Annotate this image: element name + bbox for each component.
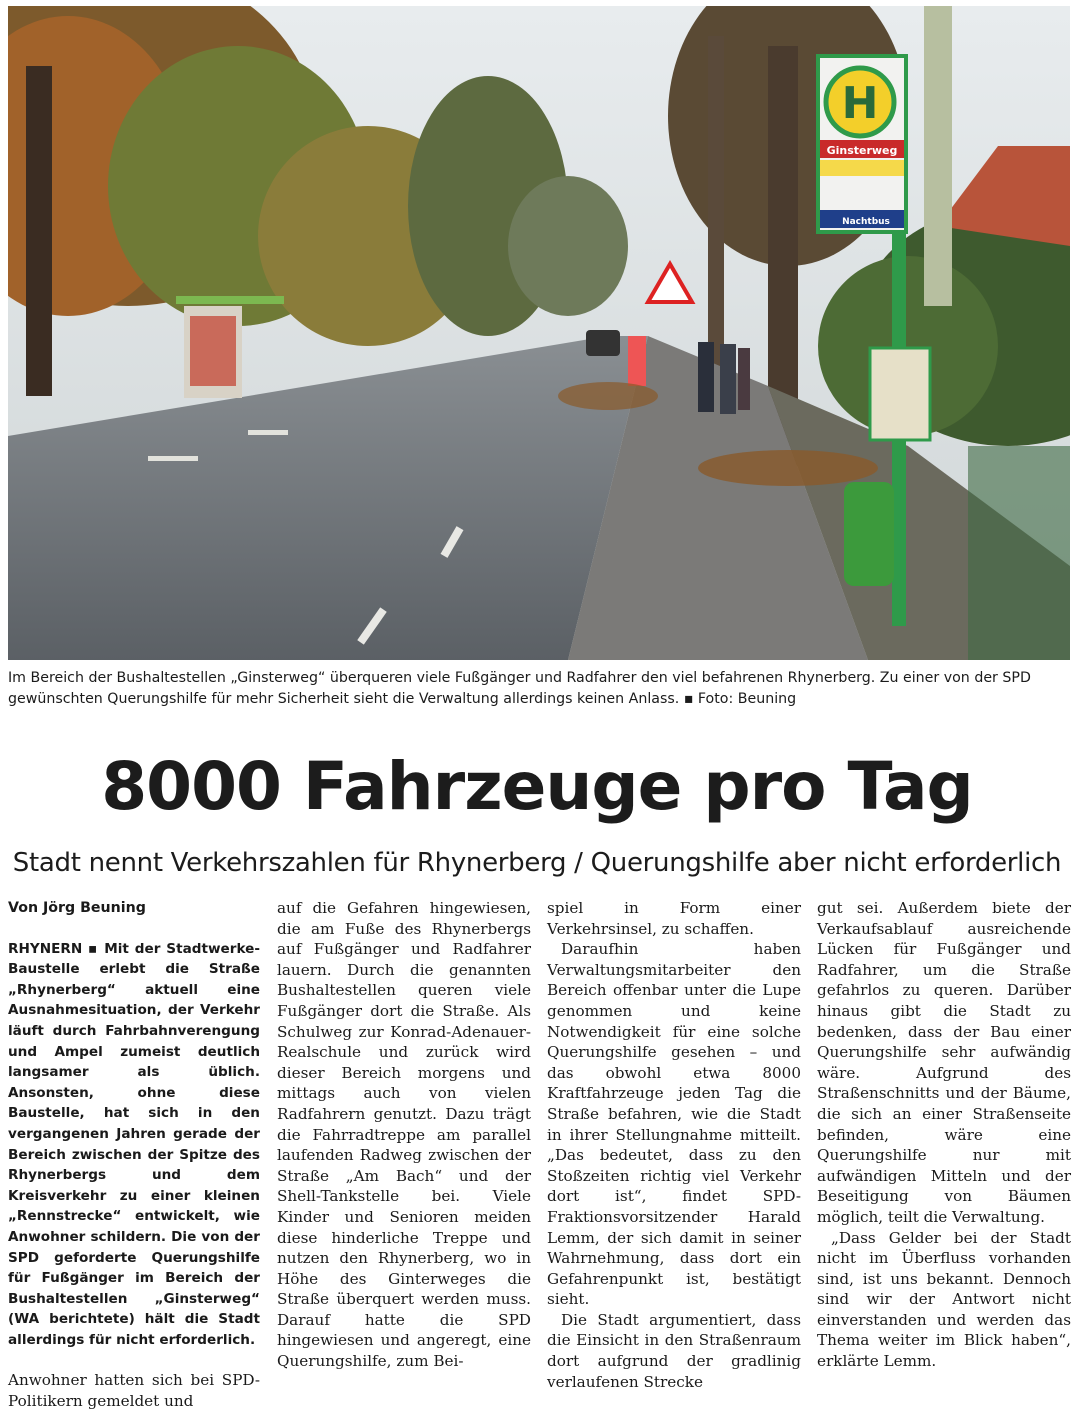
paragraph: Daraufhin haben Verwaltungsmitarbeiter den Bereich offenbar unter die Lupe genommen und keine Notwendigkeit für eine solche Querungshilfe gesehen – und das obwohl etwa 8000 Kraftfahrzeuge jeden Tag die Straße befahren, wie die Stadt in ihrer Stellungnahme mitteilt. „Das bedeutet, dass zu den Stoßzeiten richtig viel Verkehr dort ist“, findet SPD-Fraktionsvorsitzender Harald Lemm, der sich damit in seiner Wahrnehmung, dass dort ein Gefahrenpunkt ist, bestätigt sieht. bbox=[547, 940, 801, 1309]
article-lead: RHYNERN ▪ Mit der Stadtwerke-Baustelle erlebt die Straße „Rhynerberg“ aktuell eine Ausnahmesituation, der Verkehr läuft durch Fahrbahnverengung und Ampel zumeist deutlich langsamer als üblich. Ansonsten, ohne diese Baustelle, hat sich in den vergangenen Jahren gerade der Bereich zwischen der Spitze des Rhynerbergs und dem Kreisverkehr zu einer kleinen „Rennstrecke“ entwickelt, wie Anwohner schildern. Die von der SPD geforderte Querungshilfe für Fußgänger im Bereich der Bushaltestellen „Ginsterweg“ (WA berichtete) hält die Stadt allerdings für nicht erforderlich. bbox=[8, 940, 260, 1348]
paragraph: „Dass Gelder bei der Stadt nicht im Überfluss vorhanden sind, ist uns bekannt. Dennoch sind wir der Antwort nicht einverstanden und werden das Thema weiter im Blick haben“, erklärte Lemm. bbox=[817, 1228, 1071, 1371]
paragraph: gut sei. Außerdem biete der Verkaufsablauf ausreichende Lücken für Fußgänger und Radfahrer, um die Straße gefahrlos zu queren. Darüber hinaus gibt die Stadt zu bedenken, dass der Bau einer Querungshilfe sehr aufwändig wäre. Aufgrund des Straßenschnitts und der Bäume, die sich an einer Straßenseite befinden, wäre eine Querungshilfe nur mit aufwändigen Mitteln und der Beseitigung von Bäumen möglich, teilt die Verwaltung. bbox=[817, 899, 1071, 1226]
headline: 8000 Fahrzeuge pro Tag bbox=[101, 748, 973, 825]
bus-stop-symbol: H bbox=[841, 78, 879, 129]
article-column-2 bbox=[277, 898, 531, 1372]
article-column-3 bbox=[547, 898, 801, 1392]
bus-stop-name: Ginsterweg bbox=[826, 144, 898, 157]
article-column-4 bbox=[817, 898, 1071, 1372]
subheadline: Stadt nennt Verkehrszahlen für Rhynerberg / Querungshilfe aber nicht erforderlich bbox=[12, 848, 1062, 878]
street-photo-illustration bbox=[8, 6, 1070, 660]
paragraph: Die Stadt argumentiert, dass die Einsicht in den Straßenraum dort aufgrund der gradlinig verlaufenen Strecke bbox=[547, 1310, 801, 1391]
article-photo bbox=[8, 6, 1070, 660]
article-column-1 bbox=[8, 898, 260, 1412]
paragraph: spiel in Form einer Verkehrsinsel, zu schaffen. bbox=[547, 899, 801, 938]
byline: Von Jörg Beuning bbox=[8, 900, 146, 916]
paragraph: Anwohner hatten sich bei SPD-Politikern gemeldet und bbox=[8, 1371, 260, 1411]
night-bus-label: Nachtbus bbox=[842, 217, 890, 227]
caption-text: Im Bereich der Bushaltestellen „Ginsterweg“ überqueren viele Fußgänger und Radfahrer den viel befahrenen Rhynerberg. Zu einer von der SPD gewünschten Querungshilfe für mehr Sicherheit sieht die Verwaltung allerdings keinen Anlass. ▪ Foto: Beuning bbox=[8, 670, 1031, 707]
paragraph: auf die Gefahren hingewiesen, die am Fuße des Rhynerbergs auf Fußgänger und Radfahrer lauern. Durch die genannten Bushaltestellen queren viele Fußgänger dort die Straße. Als Schulweg zur Konrad-Adenauer-Realschule und zurück wird dieser Bereich morgens und mittags auch von vielen Radfahrern genutzt. Dazu trägt die Fahrradtreppe am parallel laufenden Radweg zwischen der Straße „Am Bach“ und der Shell-Tankstelle bei. Viele Kinder und Senioren meiden diese hinderliche Treppe und nutzen den Rhynerberg, wo in Höhe des Ginterweges die Straße überquert werden muss. Darauf hatte die SPD hingewiesen und angeregt, eine Querungshilfe, zum Bei- bbox=[277, 899, 531, 1371]
photo-caption bbox=[8, 668, 1070, 710]
